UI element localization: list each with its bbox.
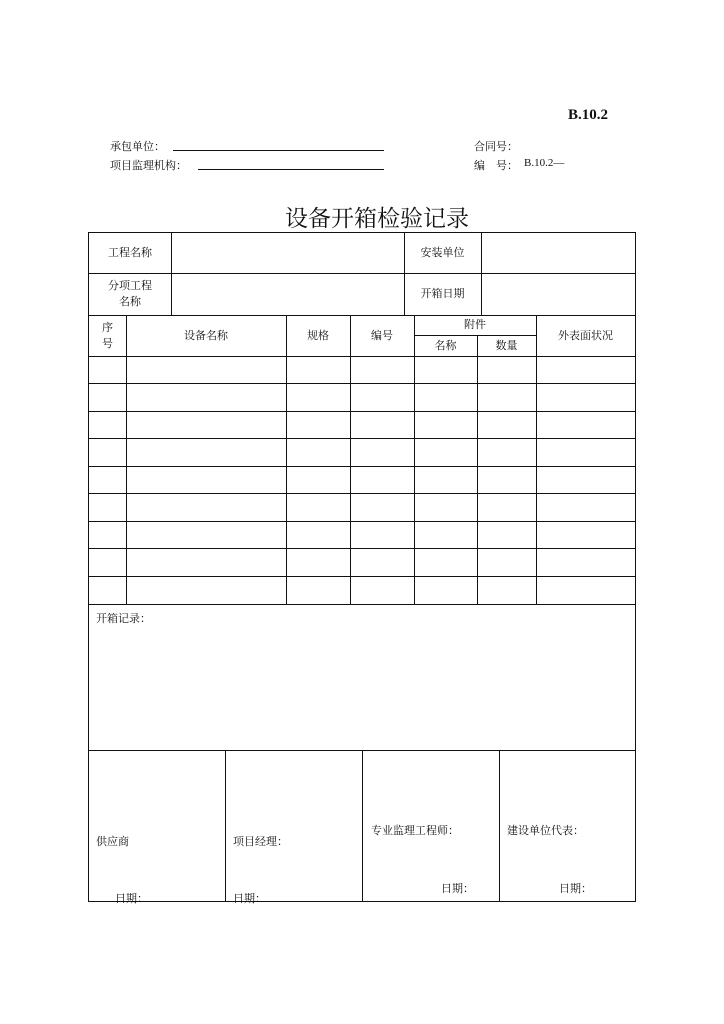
- supplier-label: 供应商: [96, 835, 129, 848]
- row-line: [89, 356, 635, 357]
- contractor-label: 承包单位：: [110, 140, 165, 153]
- row-line: [89, 576, 635, 577]
- supervisor-field[interactable]: [198, 155, 384, 170]
- col-att-qty-header: 数量: [495, 338, 518, 352]
- col-equipment-name-header: 设备名称: [184, 328, 228, 342]
- col-line: [477, 335, 478, 604]
- row-line: [89, 548, 635, 549]
- serial-value: B.10.2—: [524, 157, 565, 169]
- sub-project-field[interactable]: [172, 273, 404, 315]
- col-att-name-header: 名称: [434, 338, 457, 352]
- project-name-field[interactable]: [172, 233, 404, 273]
- row-line: [89, 438, 635, 439]
- contract-no-label: 合同号：: [474, 140, 518, 153]
- col-seq-line1: 序: [102, 320, 113, 334]
- open-date-label: 开箱日期: [420, 287, 465, 300]
- owner-rep-label: 建设单位代表：: [507, 824, 584, 837]
- project-name-label: 工程名称: [108, 246, 152, 259]
- record-field[interactable]: [95, 628, 629, 744]
- title-blank[interactable]: [228, 210, 282, 233]
- col-number-header: 编号: [371, 328, 393, 342]
- title-text: 设备开箱检验记录: [285, 206, 469, 232]
- sub-project-label-line1: 分项工程: [108, 279, 152, 292]
- col-line: [536, 315, 537, 604]
- col-spec-header: 规格: [307, 328, 329, 342]
- row-line: [89, 411, 635, 412]
- contractor-field[interactable]: [173, 136, 384, 151]
- row-line: [89, 383, 635, 384]
- project-manager-label: 项目经理：: [233, 835, 288, 848]
- col-line: [286, 315, 287, 604]
- supervising-engineer-label: 专业监理工程师：: [371, 824, 459, 837]
- supervising-engineer-date-label: 日期：: [441, 882, 474, 895]
- col-line: [414, 315, 415, 604]
- sub-project-label: [89, 273, 171, 315]
- row-line: [89, 604, 635, 605]
- col-line: [362, 750, 363, 901]
- install-unit-label: 安装单位: [420, 246, 465, 259]
- inspection-form: [88, 232, 636, 905]
- supervisor-label: 项目监理机构：: [110, 159, 187, 172]
- record-label: 开箱记录：: [96, 612, 151, 625]
- sub-project-label-line2: 名称: [119, 295, 141, 308]
- project-manager-date-label: 日期：: [233, 892, 266, 905]
- col-appearance-header: 外表面状况: [558, 328, 613, 342]
- col-line: [350, 315, 351, 604]
- open-date-field[interactable]: [482, 273, 635, 315]
- col-seq-header: [89, 315, 126, 356]
- row-line: [89, 493, 635, 494]
- col-attachment-header: 附件: [464, 318, 486, 331]
- document-code: B.10.2: [568, 107, 609, 123]
- row-line: [89, 466, 635, 467]
- supplier-date-label: 日期：: [115, 892, 148, 905]
- col-seq-line2: 号: [102, 336, 113, 350]
- serial-label: 编 号：: [474, 159, 518, 172]
- install-unit-field[interactable]: [482, 233, 635, 273]
- col-line: [499, 750, 500, 901]
- col-line: [126, 315, 127, 604]
- owner-rep-date-label: 日期：: [559, 882, 592, 895]
- page-title: [228, 200, 469, 233]
- row-line: [89, 521, 635, 522]
- col-line: [225, 750, 226, 901]
